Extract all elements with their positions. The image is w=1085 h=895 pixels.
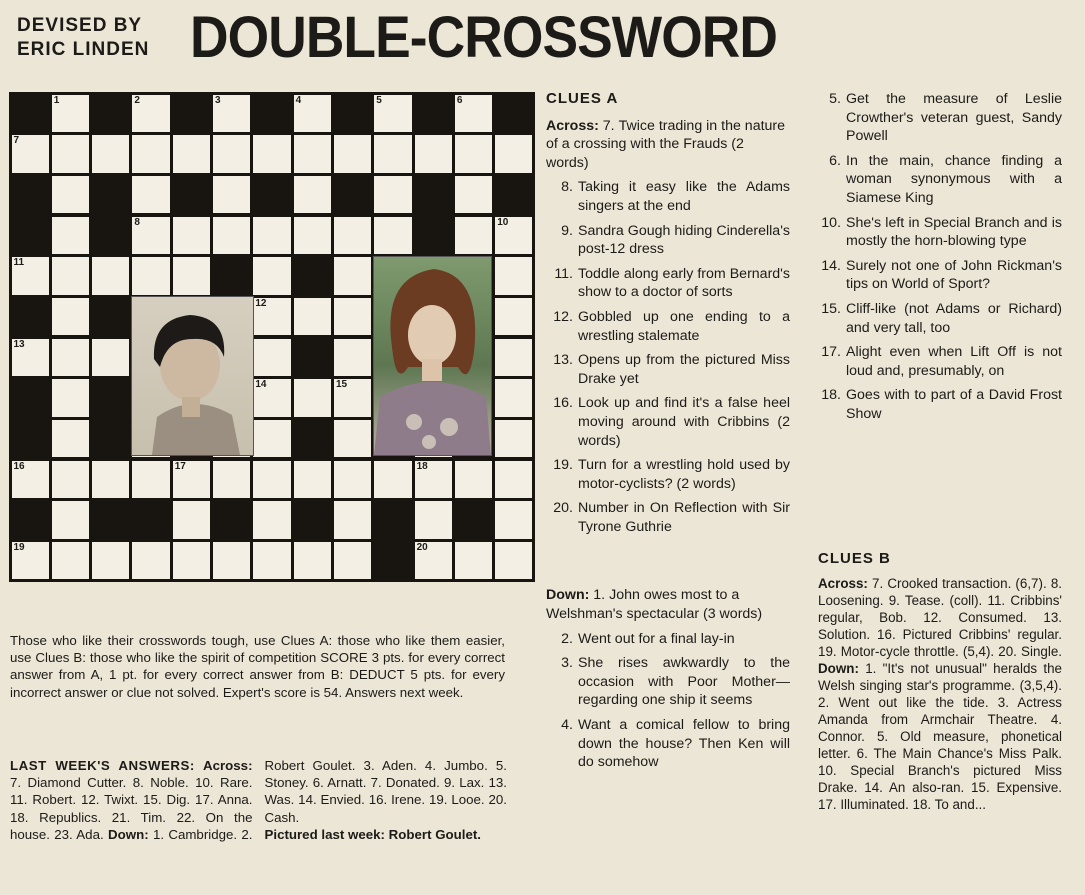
clue-number: 9. (561, 222, 573, 239)
clue-text: Look up and find it's a false heel moving around with Cribbins (2 words) (578, 395, 790, 449)
grid-cell (52, 420, 89, 458)
last-week-across-label: Across: (202, 758, 253, 773)
clue-number: 15. (821, 300, 841, 317)
grid-cell-number: 19 (13, 541, 25, 553)
grid-cell (294, 379, 331, 417)
photo-man-image (132, 297, 253, 455)
clue-number: 10. (821, 214, 841, 231)
grid-cell (253, 542, 290, 580)
grid-cell (213, 542, 250, 580)
grid-cell (52, 95, 89, 133)
grid-cell (294, 217, 331, 255)
grid-cell (173, 501, 210, 539)
grid-cell (52, 379, 89, 417)
clues-b-across-text: 7. Crooked transaction. (6,7). 8. Loosening. 9. Tease. (coll). 11. Cribbins' regular, Bob. 12. Consumed. 13. Solution. 16. Pictured Cribbins' regular. 19. Motor-cycle throttle. (5,4). 20. Single. (818, 576, 1062, 659)
grid-cell-number: 11 (13, 257, 25, 269)
clue-number: 8. (561, 179, 573, 196)
last-week-down-text: 1. Cambridge. 2. Robert Goulet. 3. Aden. 4. Jumbo. 5. Stoney. 6. Arnatt. 7. Donated. 9. Lax. 13. Was. 14. Envied. 16. Irene. 19. Looe. 20. Cash. (152, 758, 507, 842)
clue-item (814, 214, 1062, 251)
grid-cell (495, 501, 532, 539)
clue-number: 2. (561, 630, 573, 647)
grid-cell-number: 5 (376, 94, 382, 106)
grid-cell-number: 3 (215, 94, 221, 106)
clue-label: Across: (546, 117, 603, 134)
grid-cell-number: 6 (456, 94, 463, 106)
clue-text: Went out for a final lay-in (578, 630, 735, 647)
clue-item (814, 300, 1062, 337)
grid-cell (253, 298, 290, 336)
grid-cell (334, 420, 371, 458)
grid-cell (92, 257, 129, 295)
grid-cell-number: 15 (335, 379, 348, 391)
clue-number: 14. (821, 257, 841, 274)
clue-item (546, 117, 790, 173)
grid-cell (374, 95, 411, 133)
grid-cell (334, 217, 371, 255)
grid-cell (334, 135, 371, 173)
grid-cell (495, 217, 532, 255)
grid-cell (12, 542, 49, 580)
grid-cell (495, 379, 532, 417)
grid-cell (455, 176, 492, 214)
grid-cell (334, 501, 371, 539)
grid-cell (334, 379, 371, 417)
last-week-down-label: Down: (108, 826, 149, 842)
grid-cell (132, 135, 169, 173)
grid-cell (253, 135, 290, 173)
clue-item (814, 90, 1062, 146)
grid-cell (132, 95, 169, 133)
grid-cell (92, 461, 129, 499)
clue-item (814, 343, 1062, 380)
clue-text: Twice trading in the nature of a crossing with the Frauds (2 words) (546, 117, 786, 171)
clue-text: Want a comical fellow to bring down the house? Then Ken will do somehow (578, 717, 790, 771)
grid-cell-number: 2 (134, 94, 140, 106)
grid-cell (495, 339, 532, 377)
grid-cell (294, 461, 331, 499)
grid-cell (173, 217, 210, 255)
clue-item (546, 222, 790, 259)
clue-item (814, 257, 1062, 294)
clue-text: Number in On Reflection with Sir Tyrone Guthrie (578, 500, 790, 535)
grid-cell (12, 339, 49, 377)
clue-text: Goes with to part of a David Frost Show (846, 387, 1062, 422)
grid-cell (253, 379, 290, 417)
last-week-answers (10, 757, 507, 843)
grid-cell (253, 339, 290, 377)
clues-a-heading: CLUES A (546, 90, 619, 107)
clue-text: In the main, chance finding a woman synonymous with a Siamese King (846, 152, 1062, 206)
photo-man (131, 296, 254, 456)
grid-cell (213, 95, 250, 133)
grid-cell (213, 135, 250, 173)
grid-cell (495, 420, 532, 458)
clue-number: 12. (553, 308, 573, 325)
grid-cell (495, 298, 532, 336)
clues-a-column-1 (546, 90, 790, 778)
clue-number: 1. (593, 587, 606, 604)
photo-woman-image (374, 257, 491, 455)
clue-item (546, 630, 790, 649)
clues-b-down-label: Down: (818, 661, 859, 676)
clue-text: She rises awkwardly to the occasion with Poor Mother—regarding one ship it seems (578, 655, 790, 709)
clue-item (546, 394, 790, 450)
grid-cell (374, 176, 411, 214)
byline (17, 14, 149, 62)
clue-number: 16. (553, 395, 573, 412)
grid-cell (52, 217, 89, 255)
grid-cell (52, 135, 89, 173)
clue-text: Alight even when Lift Off is not loud and, presumably, on (846, 344, 1062, 379)
clues-a-across-list (546, 117, 790, 537)
grid-cell (334, 339, 371, 377)
grid-cell (374, 461, 411, 499)
grid-cell (415, 501, 452, 539)
clue-text: Sandra Gough hiding Cinderella's post-12 dress (578, 222, 790, 258)
clue-text: Opens up from the pictured Miss Drake yet (578, 352, 790, 387)
grid-cell (253, 217, 290, 255)
last-week-heading: LAST WEEK'S ANSWERS: (10, 758, 195, 773)
grid-cell-number: 18 (416, 460, 428, 472)
clue-item (546, 351, 790, 388)
grid-cell (52, 461, 89, 499)
grid-cell (455, 95, 492, 133)
grid-cell-number: 20 (416, 541, 428, 553)
grid-cell (253, 420, 290, 458)
clue-text: She's left in Special Branch and is mostly the horn-blowing type (846, 214, 1062, 250)
grid-cell (294, 135, 331, 173)
clues-a-down-list-continued (814, 90, 1062, 424)
photo-woman (373, 256, 492, 456)
clue-number: 17. (821, 344, 841, 361)
clue-text: Turn for a wrestling hold used by motor-cyclists? (2 words) (578, 457, 790, 492)
grid-cell (213, 461, 250, 499)
clues-a-down-list (546, 586, 790, 771)
grid-cell (253, 501, 290, 539)
grid-cell (294, 176, 331, 214)
grid-cell (455, 217, 492, 255)
grid-cell (52, 542, 89, 580)
clue-text: Taking it easy like the Adams singers at the end (578, 179, 790, 214)
grid-cell (455, 135, 492, 173)
clue-label: Down: (546, 587, 594, 604)
grid-cell (334, 298, 371, 336)
clues-a-column-2 (814, 90, 1062, 430)
clue-number: 7. (602, 117, 615, 134)
grid-cell (132, 542, 169, 580)
grid-cell (52, 176, 89, 214)
last-week-pictured: Pictured last week: Robert Goulet. (264, 826, 481, 842)
grid-cell (12, 461, 49, 499)
grid-cell-number: 17 (174, 460, 186, 472)
grid-cell (12, 257, 49, 295)
clues-b-across-label: Across: (818, 576, 868, 591)
grid-cell (334, 461, 371, 499)
clues-b-down-text: 1. "It's not unusual" heralds the Welsh singing star's programme. (3,5,4). 2. Went out like the tide. 3. Actress Amanda from Armchair Theatre. 4. Connor. 5. Old measure, phonetical letter. 6. The Main Chance's Miss Palk. 10. Special Branch's pictured Miss Drake. 14. An also-ran. 15. Expensive. 17. Illuminated. 18. To and... (818, 661, 1062, 812)
clue-number: 13. (553, 352, 573, 369)
grid-cell (213, 176, 250, 214)
clue-text: John owes most to a Welshman's spectacular (3 words) (546, 587, 763, 623)
grid-cell (415, 461, 452, 499)
instructions: Those who like their crosswords tough, use Clues A: those who like them easier, use Clues B: those who like the spirit of competition SCORE 3 pts. for every correct answer from A, 1 pt. for every correct answer from B: DEDUCT 5 pts. for every incorrect answer or clue not solved. Expert's score is 54. Answers next week. (10, 633, 505, 700)
clue-number: 19. (553, 457, 573, 474)
clue-number: 4. (561, 717, 573, 734)
grid-cell-number: 10 (497, 216, 509, 228)
clue-number: 20. (553, 500, 573, 517)
last-week-across-text: 7. Diamond Cutter. 8. Noble. 10. Rare. 11. Robert. 12. Twixt. 15. Dig. 17. Anna. 18. Republics. 21. Tim. 22. On the house. 23. Ada. (10, 775, 253, 842)
grid-cell-number: 16 (13, 460, 25, 472)
clue-number: 18. (821, 387, 841, 404)
clues-b-text (818, 575, 1062, 813)
grid-cell (374, 135, 411, 173)
grid-cell (52, 257, 89, 295)
grid-cell-number: 14 (255, 379, 267, 391)
clue-text: Surely not one of John Rickman's tips on World of Sport? (846, 257, 1062, 293)
grid-cell-number: 7 (13, 135, 20, 147)
grid-cell (415, 135, 452, 173)
clue-item (546, 586, 790, 623)
byline-line-1: DEVISED BY (17, 15, 143, 36)
grid-cell (52, 501, 89, 539)
grid-cell (334, 257, 371, 295)
grid-cell (294, 542, 331, 580)
clues-b-section (818, 550, 1062, 813)
clue-number: 6. (829, 152, 841, 169)
grid-cell (495, 257, 532, 295)
clue-text: Get the measure of Leslie Crowther's veteran guest, Sandy Powell (846, 91, 1062, 145)
grid-cell (52, 298, 89, 336)
grid-cell-number: 12 (255, 297, 267, 309)
page-title: DOUBLE-CROSSWORD (190, 5, 778, 70)
grid-cell-number: 4 (295, 94, 302, 106)
clue-text: Gobbled up one ending to a wrestling stalemate (578, 308, 790, 344)
clue-number: 3. (561, 655, 573, 672)
clue-item (546, 308, 790, 345)
grid-cell-number: 1 (53, 94, 60, 106)
clue-item (546, 265, 790, 302)
byline-line-2: ERIC LINDEN (17, 39, 150, 60)
grid-cell (173, 461, 210, 499)
clue-item (546, 654, 790, 710)
grid-cell (455, 461, 492, 499)
clue-item (546, 178, 790, 215)
grid-cell (92, 542, 129, 580)
grid-cell (132, 217, 169, 255)
clue-number: 11. (554, 265, 573, 282)
grid-cell (92, 135, 129, 173)
clue-text: Toddle along early from Bernard's show to a doctor of sorts (578, 265, 790, 301)
grid-cell (132, 461, 169, 499)
grid-cell (495, 542, 532, 580)
clue-item (814, 386, 1062, 423)
grid-cell (253, 257, 290, 295)
grid-cell (334, 542, 371, 580)
grid-cell-number: 13 (13, 338, 25, 350)
grid-cell (92, 339, 129, 377)
grid-cell (415, 542, 452, 580)
clues-b-heading: CLUES B (818, 550, 891, 567)
grid-cell (294, 95, 331, 133)
grid-cell (495, 135, 532, 173)
grid-cell (173, 542, 210, 580)
clue-item (546, 456, 790, 493)
grid-cell (294, 298, 331, 336)
clue-item (546, 716, 790, 772)
grid-cell (213, 217, 250, 255)
clue-number: 5. (829, 91, 841, 107)
grid-cell (132, 176, 169, 214)
grid-cell (12, 135, 49, 173)
clue-item (546, 499, 790, 536)
grid-cell (495, 461, 532, 499)
grid-cell (173, 257, 210, 295)
grid-cell-number: 8 (134, 216, 140, 228)
clue-text: Cliff-like (not Adams or Richard) and very tall, too (846, 300, 1062, 336)
grid-cell (455, 542, 492, 580)
grid-cell (173, 135, 210, 173)
grid-cell (52, 339, 89, 377)
grid-cell (132, 257, 169, 295)
grid-cell (374, 217, 411, 255)
clue-item (814, 152, 1062, 208)
grid-cell (253, 461, 290, 499)
